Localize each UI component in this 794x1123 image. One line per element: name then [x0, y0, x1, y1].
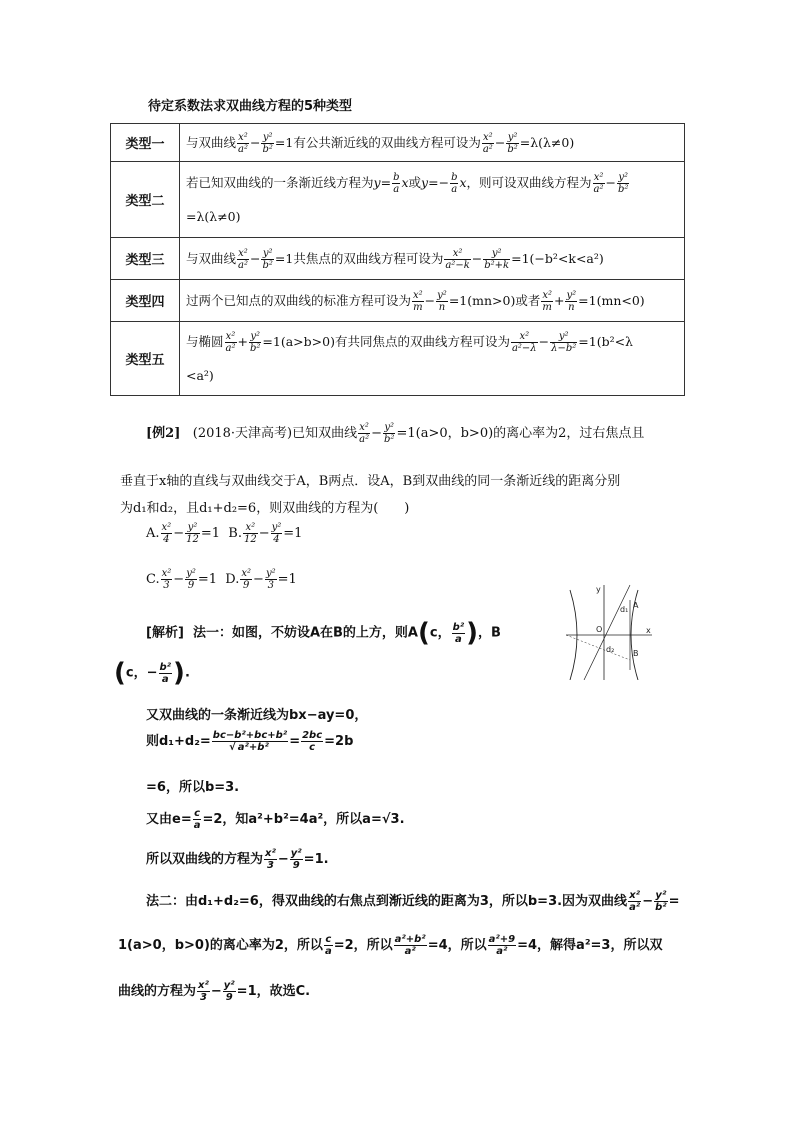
solution-line-2: (c，− $\frac{\text{b²}}{a}$ ).: [114, 658, 190, 688]
method2-line-2: 1(a>0，b>0)的离心率为2，所以 $\frac{c}{a}$ =2，所以 $\frac{\text{a²+b²}}{\text{a²}}$ =4，所以 $\frac{\text{a²+9}}{\text{a²}}$ =4，解得a²=3，所以双: [118, 934, 663, 957]
row-content: 若已知双曲线的一条渐近线方程为y= $\frac{b}{a}$ x或y=− $\frac{b}{a}$ x，则可设双曲线方程为 $\frac{\text{x²}}{\text{a²}}$ − $\frac{\text{y²}}{\text{b²}}$ =λ(λ≠0): [180, 162, 685, 238]
section-title: 待定系数法求双曲线方程的5种类型: [148, 99, 353, 114]
example-line-3: 为d₁和d₂，且d₁+d₂=6，则双曲线的方程为( ): [120, 501, 410, 516]
table-row: [111, 280, 685, 322]
point-b-label: B: [633, 649, 639, 658]
row-label: 类型五: [111, 322, 180, 396]
row-label: 类型四: [111, 280, 180, 322]
asymptote-line: [584, 585, 630, 680]
solution-line-4: 则d₁+d₂= $\frac{\text{bc−b²+bc+b²}}{\text{√ a²+b²}}$ = $\frac{2bc}{c}$ =2b: [146, 730, 354, 753]
hyperbola-figure: [566, 580, 666, 680]
table-row: [111, 238, 685, 280]
row-content: 与双曲线 $\frac{\text{x²}}{\text{a²}}$ − $\frac{\text{y²}}{\text{b²}}$ =1有公共渐近线的双曲线方程可设为 $\frac{\text{x²}}{\text{a²}}$ − $\frac{\text{y²}}{\text{b²}}$ =λ(λ≠0): [180, 124, 685, 162]
d2-label: d₂: [606, 645, 615, 654]
solution-line-7: 所以双曲线的方程为 $\frac{\text{x²}}{3}$ − $\frac{\text{y²}}{9}$ =1.: [146, 848, 329, 871]
solution-line-6: 又由e= $\frac{c}{a}$ =2，知a²+b²=4a²，所以a=√3.: [146, 808, 405, 831]
origin-label: O: [596, 625, 603, 634]
row-label: 类型二: [111, 162, 180, 238]
point-a-label: A: [633, 601, 639, 610]
types-table: [110, 123, 685, 396]
x-axis-label: x: [646, 626, 651, 635]
solution-line-5: =6，所以b=3.: [146, 780, 240, 795]
row-content: 与双曲线 $\frac{\text{x²}}{\text{a²}}$ − $\frac{\text{y²}}{\text{b²}}$ =1共焦点的双曲线方程可设为 $\frac{\text{x²}}{\text{a²−k}}$ − $\frac{\text{y²}}{\text{b²+k}}$ =1(−b²<k<a²): [180, 238, 685, 280]
table-row: [111, 322, 685, 396]
solution-line-3: 又双曲线的一条渐近线为bx−ay=0，: [146, 708, 368, 723]
options-ab: A. $\frac{\text{x²}}{4}$ − $\frac{\text{y²}}{12}$ =1 B. $\frac{\text{x²}}{12}$ − $\frac{\text{y²}}{4}$ =1: [146, 522, 303, 545]
options-cd: C. $\frac{\text{x²}}{3}$ − $\frac{\text{y²}}{9}$ =1 D. $\frac{\text{x²}}{9}$ − $\frac{\text{y²}}{3}$ =1: [146, 568, 297, 591]
row-content: 过两个已知点的双曲线的标准方程可设为 $\frac{\text{x²}}{m}$ − $\frac{\text{y²}}{n}$ =1(mn>0)或者 $\frac{\text{x²}}{m}$ + $\frac{\text{y²}}{n}$ =1(mn<0): [180, 280, 685, 322]
y-axis-label: y: [596, 585, 601, 594]
method2-line-1: 法二：由d₁+d₂=6，得双曲线的右焦点到渐近线的距离为3，所以b=3.因为双曲线 $\frac{\text{x²}}{\text{a²}}$ − $\frac{\text{y²}}{\text{b²}}$ =: [146, 890, 680, 913]
method2-line-3: 曲线的方程为 $\frac{\text{x²}}{3}$ − $\frac{\text{y²}}{9}$ =1，故选C.: [118, 980, 311, 1003]
d1-label: d₁: [620, 605, 629, 614]
table-row: [111, 124, 685, 162]
row-content: 与椭圆 $\frac{\text{x²}}{\text{a²}}$ + $\frac{\text{y²}}{\text{b²}}$ =1(a>b>0)有共同焦点的双曲线方程可设为 $\frac{\text{x²}}{\text{a²−λ}}$ − $\frac{\text{y²}}{\text{λ−b²}}$ =1(b²<λ <a²): [180, 322, 685, 396]
solution-line-1: [解析] 法一：如图，不妨设A在B的上方，则A(c， $\frac{\text{b²}}{a}$ )，B: [146, 618, 501, 648]
row-label: 类型三: [111, 238, 180, 280]
example-line-2: 垂直于x轴的直线与双曲线交于A，B两点．设A，B到双曲线的同一条渐近线的距离分别: [120, 474, 621, 489]
table-row: [111, 162, 685, 238]
row-label: 类型一: [111, 124, 180, 162]
example-line-1: [例2] (2018·天津高考)已知双曲线 $\frac{\text{x²}}{\text{a²}}$ − $\frac{\text{y²}}{\text{b²}}$ =1(a>0，b>0)的离心率为2，过右焦点且: [146, 422, 645, 445]
